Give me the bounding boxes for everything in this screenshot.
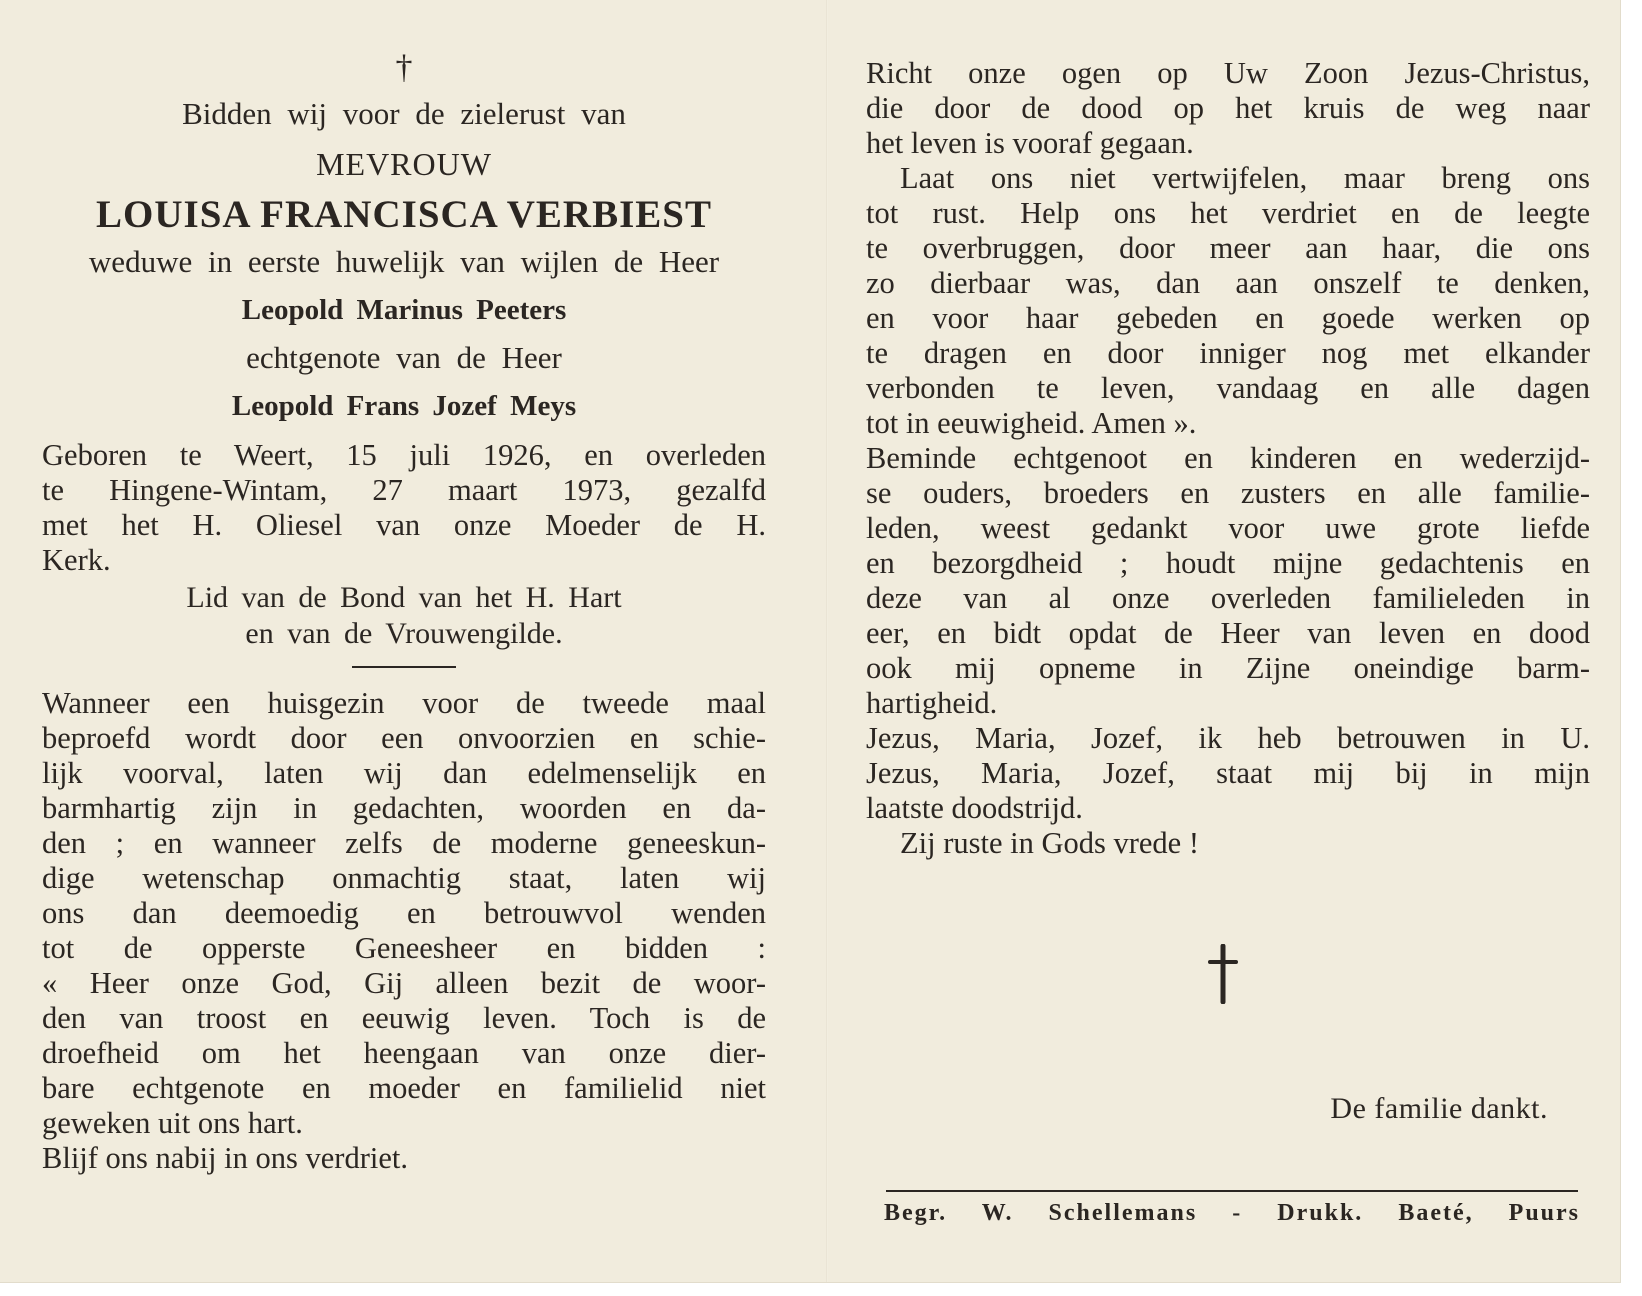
text-line: Blijf ons nabij in ons verdriet. (42, 1141, 408, 1175)
text-line: het leven is vooraf gegaan. (866, 126, 1194, 160)
right-paragraph-2 (866, 161, 1590, 441)
widow-line: weduwe in eerste huwelijk van wijlen de Heer (88, 244, 720, 279)
text-line: droefheid om het heengaan van onze dier- (42, 1036, 766, 1070)
text-line: se ouders, broeders en zusters en alle familie- (866, 476, 1590, 510)
text-line: beproefd wordt door een onvoorzien en schie- (42, 721, 766, 755)
text-line: te dragen en door inniger nog met elkander (866, 336, 1590, 370)
text-line: den ; en wanneer zelfs de moderne geneeskun- (42, 826, 766, 860)
text-line: zo dierbaar was, dan aan onszelf te denken, (866, 266, 1590, 300)
right-paragraph-3 (866, 441, 1590, 721)
text-line: lijk voorval, laten wij dan edelmenselijk en (42, 756, 766, 790)
text-line: Kerk. (42, 543, 111, 577)
text-line: dige wetenschap onmachtig staat, laten wij (42, 861, 766, 895)
text-line: ook mij opneme in Zijne oneindige barm- (866, 651, 1590, 685)
first-husband-name: Leopold Marinus Peeters (241, 294, 567, 326)
text-line: geweken uit ons hart. (42, 1106, 303, 1140)
text-line: Wanneer een huisgezin voor de tweede maal (42, 686, 766, 720)
text-line: tot rust. Help ons het verdriet en de leegte (866, 196, 1590, 230)
right-paragraph-4 (866, 721, 1590, 826)
text-line: laatste doodstrijd. (866, 791, 1083, 825)
left-paragraph (42, 686, 766, 1176)
text-line: Geboren te Weert, 15 juli 1926, en overleden (42, 438, 766, 472)
text-line: eer, en bidt opdat de Heer van leven en dood (866, 616, 1590, 650)
text-line: en bezorgdheid ; houdt mijne gedachtenis en (866, 546, 1590, 580)
printer-credit: Begr. W. Schellemans - Drukk. Baeté, Puurs (884, 1200, 1580, 1226)
text-line: met het H. Oliesel van onze Moeder de H. (42, 508, 766, 542)
text-line: te overbruggen, door meer aan haar, die ons (866, 231, 1590, 265)
text-line: Richt onze ogen op Uw Zoon Jezus-Christus, (866, 56, 1590, 90)
cross-icon (1206, 944, 1240, 1004)
small-cross-icon: † (395, 49, 413, 86)
left-column (42, 48, 766, 1176)
text-line: hartigheid. (866, 686, 998, 720)
text-line: deze van al onze overleden familieleden in (866, 581, 1590, 615)
bottom-rule (886, 1190, 1578, 1192)
title-mevrouw: MEVROUW (316, 146, 492, 182)
text-line: Jezus, Maria, Jozef, ik heb betrouwen in U. (866, 721, 1590, 755)
text-line: en van de Vrouwengilde. (245, 617, 563, 650)
text-line: en voor haar gebeden en goede werken op (866, 301, 1590, 335)
text-line: den van troost en eeuwig leven. Toch is de (42, 1001, 766, 1035)
card-fold (826, 0, 828, 1282)
text-line: Laat ons niet vertwijfelen, maar breng ons (900, 161, 1590, 195)
birth-death-text (42, 438, 766, 578)
deceased-name: LOUISA FRANCISCA VERBIEST (96, 193, 712, 236)
text-line: leden, weest gedankt voor uwe grote liefde (866, 511, 1590, 545)
text-line: tot de opperste Geneesheer en bidden : (42, 931, 766, 965)
membership-text (42, 580, 766, 652)
husband-name: Leopold Frans Jozef Meys (231, 390, 577, 422)
text-line: verbonden te leven, vandaag en alle dagen (866, 371, 1590, 405)
text-line: barmhartig zijn in gedachten, woorden en da- (42, 791, 766, 825)
text-line: Lid van de Bond van het H. Hart (186, 581, 622, 614)
text-line: bare echtgenote en moeder en familielid niet (42, 1071, 766, 1105)
text-line: « Heer onze God, Gij alleen bezit de woor- (42, 966, 766, 1000)
prayer-intro: Bidden wij voor de zielerust van (182, 96, 626, 131)
spouse-line: echtgenote van de Heer (246, 340, 562, 375)
rest-in-peace-line: Zij ruste in Gods vrede ! (900, 826, 1199, 860)
text-line: tot in eeuwigheid. Amen ». (866, 406, 1197, 440)
family-thanks: De familie dankt. (1330, 1092, 1548, 1125)
text-line: ons dan deemoedig en betrouwvol wenden (42, 896, 766, 930)
right-paragraph-1 (866, 56, 1590, 161)
text-line: Jezus, Maria, Jozef, staat mij bij in mijn (866, 756, 1590, 790)
divider-line (352, 666, 456, 668)
text-line: te Hingene-Wintam, 27 maart 1973, gezalfd (42, 473, 766, 507)
text-line: die door de dood op het kruis de weg naar (866, 91, 1590, 125)
text-line: Beminde echtgenoot en kinderen en wederzijd- (866, 441, 1590, 475)
right-column (866, 56, 1590, 861)
